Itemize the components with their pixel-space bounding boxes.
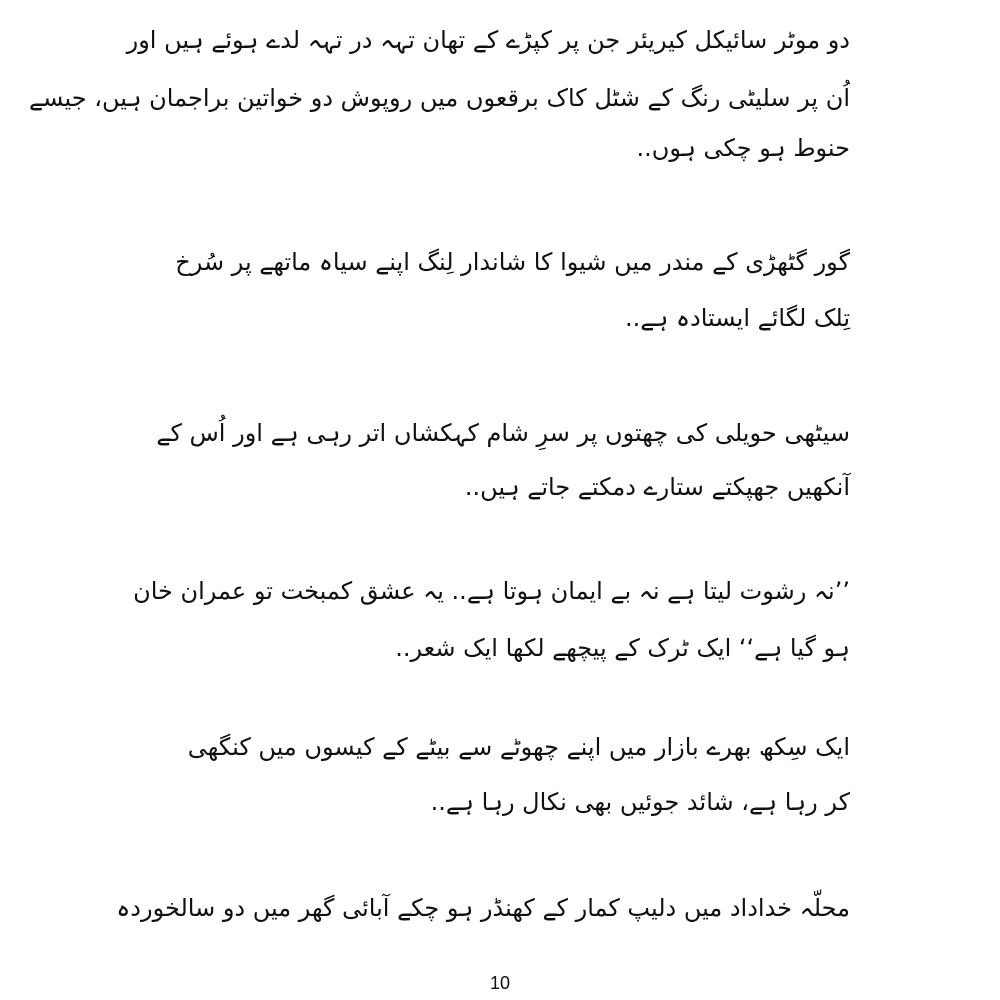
paragraph-1-line-1: دو موٹر سائیکل کیریئر جن پر کپڑے کے تھان تہہ در تہہ لدے ہوئے ہیں اور: [126, 26, 850, 54]
paragraph-1-line-3: حنوط ہو چکی ہوں..: [636, 134, 850, 162]
paragraph-4-line-1: ’’نہ رشوت لیتا ہے نہ بے ایمان ہوتا ہے.. یہ عشق کمبخت تو عمران خان: [133, 577, 850, 605]
paragraph-2-line-2: تِلک لگائے ایستادہ ہے..: [624, 304, 850, 332]
paragraph-3-line-1: سیٹھی حویلی کی چھتوں پر سرِ شام کہکشاں اتر رہی ہے اور اُس کے: [156, 419, 850, 447]
paragraph-3-line-2: آنکھیں جھپکتے ستارے دمکتے جاتے ہیں..: [464, 473, 850, 501]
paragraph-5-line-2: کر رہا ہے، شائد جوئیں بھی نکال رہا ہے..: [430, 788, 850, 816]
paragraph-4-line-2: ہو گیا ہے‘‘ ایک ٹرک کے پیچھے لکھا ایک شعر..: [395, 634, 850, 662]
paragraph-1-line-2: اُن پر سلیٹی رنگ کے شٹل کاک برقعوں میں روپوش دو خواتین براجمان ہیں، جیسے: [29, 84, 850, 112]
paragraph-5-line-1: ایک سِکھ بھرے بازار میں اپنے چھوٹے سے بیٹے کے کیسوں میں کنگھی: [187, 733, 850, 761]
paragraph-2-line-1: گور گٹھڑی کے مندر میں شیوا کا شاندار لِنگ اپنے سیاہ ماتھے پر سُرخ: [175, 248, 850, 276]
paragraph-6-line-1: محلّہ خداداد میں دلیپ کمار کے کھنڈر ہو چکے آبائی گھر میں دو سالخوردہ: [116, 894, 850, 922]
page-number: 10: [489, 973, 511, 993]
